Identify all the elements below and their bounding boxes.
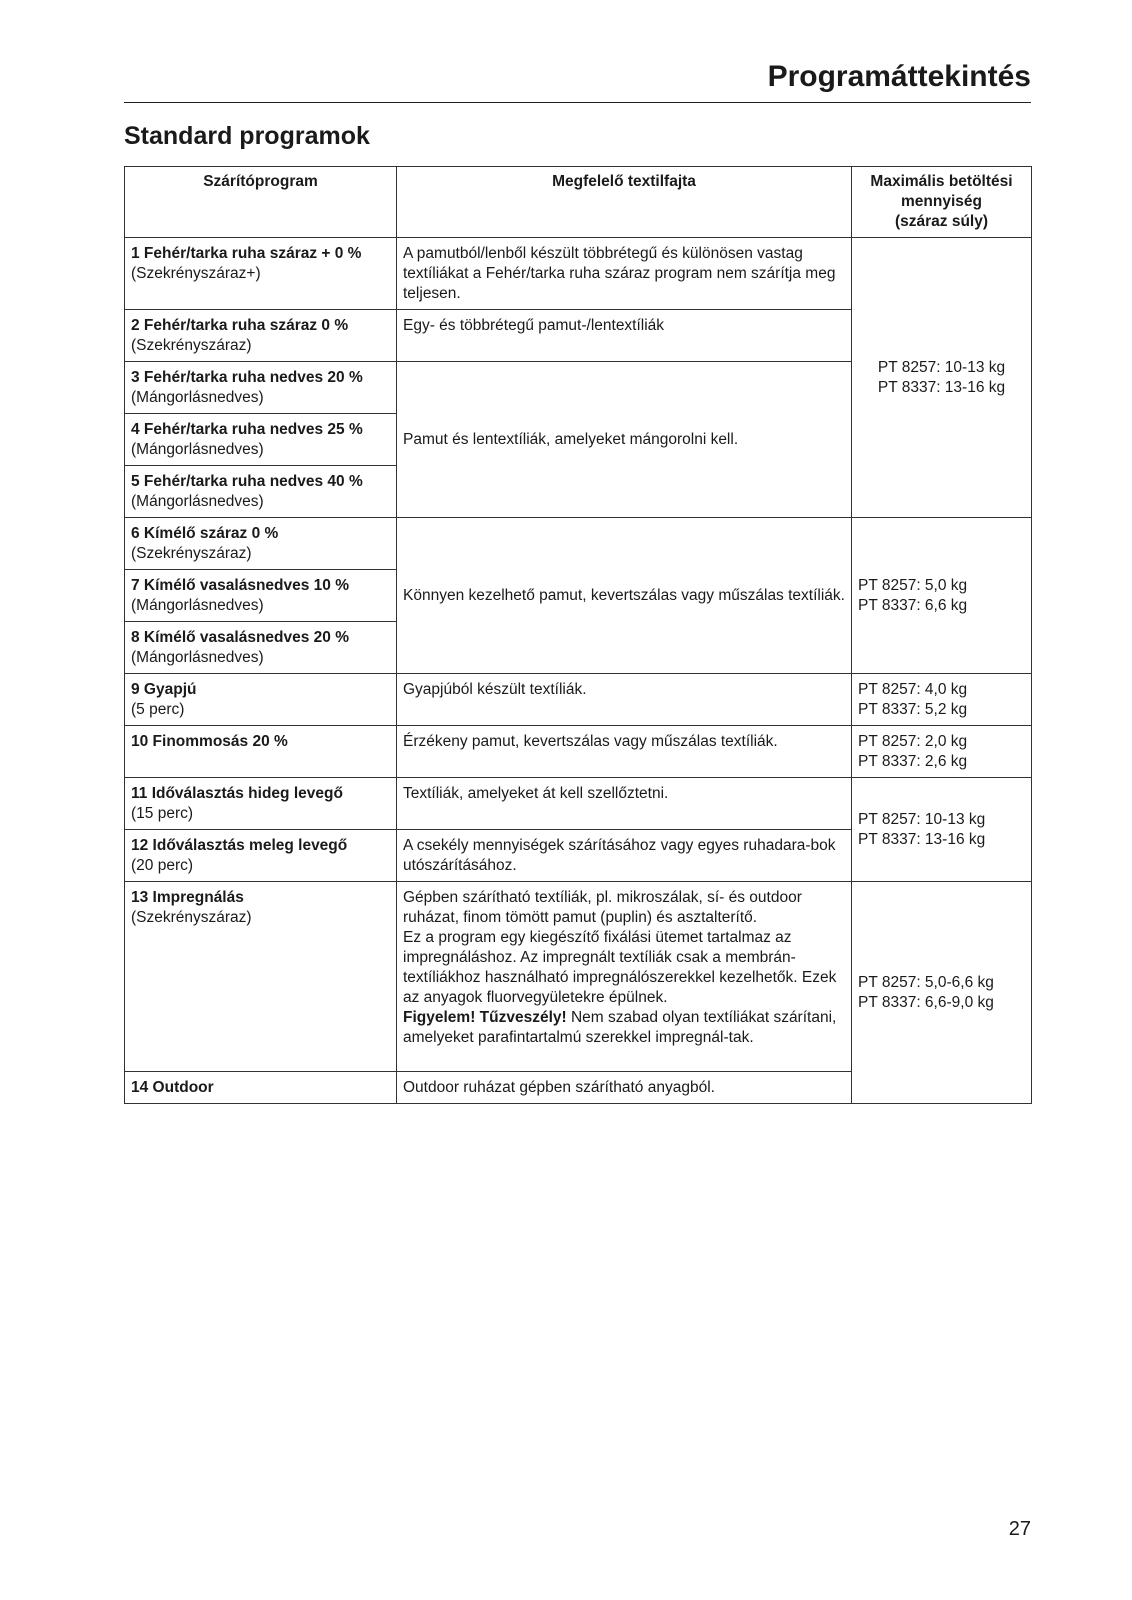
program-name: 2 Fehér/tarka ruha száraz 0 % [131,317,349,334]
load-line: PT 8257: 10-13 kg [858,811,986,828]
load-line: PT 8337: 13-16 kg [858,831,986,848]
header-load-line: mennyiség [901,193,982,210]
load-line: PT 8337: 6,6-9,0 kg [858,994,994,1011]
load-line: PT 8257: 2,0 kg [858,733,968,750]
load-cell [852,674,1032,726]
textile-cell: Könnyen kezelhető pamut, kevertszálas vagy műszálas textíliák. [397,518,852,674]
load-line: PT 8337: 13-16 kg [877,379,1006,396]
program-name: 9 Gyapjú [131,681,197,698]
header-divider [124,102,1031,103]
program-subtitle: (Mángorlásnedves) [131,441,264,458]
program-cell [125,882,397,1072]
program-cell [125,778,397,830]
warning-text: Nem szabad olyan textíliákat szárítani, amelyeket parafintartalmú szerekkel impregnál-tak. [403,1009,837,1046]
header-textile: Megfelelő textilfajta [397,167,852,238]
textile-cell: Érzékeny pamut, kevertszálas vagy műszálas textíliák. [397,726,852,778]
table-row [125,238,1032,310]
program-cell [125,1072,397,1104]
program-subtitle: (Szekrényszáraz+) [131,265,261,282]
textile-cell: Gyapjúból készült textíliák. [397,674,852,726]
table-header-row [125,167,1032,238]
header-load [852,167,1032,238]
program-cell [125,622,397,674]
textile-cell: Textíliák, amelyeket át kell szellőztetni. [397,778,852,830]
load-line: PT 8257: 5,0-6,6 kg [858,974,994,991]
program-table [124,166,1032,1104]
header-program: Szárítóprogram [125,167,397,238]
load-cell [852,518,1032,674]
textile-paragraph: Ez a program egy kiegészítő fixálási ütemet tartalmaz az impregnáláshoz. Az impregnált textíliák csak a membrán-textíliákhoz használható impregnálószerekkel kezelhetők. Ezek az anyagok fluorvegyületekre épülnek. [403,929,837,1006]
program-cell [125,674,397,726]
program-name: 4 Fehér/tarka ruha nedves 25 % [131,421,363,438]
program-name: 5 Fehér/tarka ruha nedves 40 % [131,473,363,490]
table-row [125,778,1032,830]
program-cell [125,238,397,310]
page-header-title: Programáttekintés [767,60,1031,93]
program-name: 14 Outdoor [131,1079,214,1096]
program-cell [125,362,397,414]
program-subtitle: (15 perc) [131,805,194,822]
program-name: 12 Időválasztás meleg levegő [131,837,348,854]
program-name: 8 Kímélő vasalásnedves 20 % [131,629,349,646]
table-row [125,882,1032,1072]
program-cell [125,726,397,778]
load-cell [852,882,1032,1104]
program-cell [125,830,397,882]
textile-cell: Egy- és többrétegű pamut-/lentextíliák [397,310,852,362]
program-cell [125,414,397,466]
textile-cell: A pamutból/lenből készült többrétegű és különösen vastag textíliákat a Fehér/tarka ruha száraz program nem szárítja meg teljesen. [397,238,852,310]
program-name: 13 Impregnálás [131,889,244,906]
section-title: Standard programok [124,122,370,150]
load-cell [852,778,1032,882]
program-cell [125,518,397,570]
table-row [125,518,1032,570]
header-load-line: (száraz súly) [894,213,989,230]
program-subtitle: (Szekrényszáraz) [131,337,252,354]
program-subtitle: (Mángorlásnedves) [131,597,264,614]
textile-paragraph: Gépben szárítható textíliák, pl. mikroszálak, sí- és outdoor ruházat, finom tömött pamut (puplin) és asztalterítő. [403,889,802,926]
warning-paragraph [403,1008,845,1048]
program-cell [125,466,397,518]
textile-cell: Outdoor ruházat gépben szárítható anyagból. [397,1072,852,1104]
program-subtitle: (Szekrényszáraz) [131,909,252,926]
load-cell [852,238,1032,518]
program-subtitle: (Mángorlásnedves) [131,389,264,406]
load-line: PT 8337: 2,6 kg [858,753,968,770]
page-number: 27 [1008,1518,1031,1540]
warning-label: Figyelem! Tűzveszély! [403,1009,567,1026]
header-load-line: Maximális betöltési [870,173,1013,190]
load-line: PT 8257: 5,0 kg [858,577,968,594]
textile-cell [397,882,852,1072]
program-name: 7 Kímélő vasalásnedves 10 % [131,577,349,594]
program-name: 10 Finommosás 20 % [131,733,288,750]
program-subtitle: (Mángorlásnedves) [131,493,264,510]
program-cell [125,310,397,362]
program-name: 6 Kímélő száraz 0 % [131,525,279,542]
program-cell [125,570,397,622]
load-line: PT 8337: 5,2 kg [858,701,968,718]
textile-cell: A csekély mennyiségek szárításához vagy egyes ruhadara-bok utószárításához. [397,830,852,882]
load-line: PT 8337: 6,6 kg [858,597,968,614]
program-name: 1 Fehér/tarka ruha száraz + 0 % [131,245,362,262]
textile-cell: Pamut és lentextíliák, amelyeket mángorolni kell. [397,362,852,518]
program-subtitle: (5 perc) [131,701,185,718]
program-subtitle: (20 perc) [131,857,194,874]
table-row [125,674,1032,726]
program-name: 11 Időválasztás hideg levegő [131,785,343,802]
program-name: 3 Fehér/tarka ruha nedves 20 % [131,369,363,386]
load-cell [852,726,1032,778]
program-subtitle: (Szekrényszáraz) [131,545,252,562]
load-line: PT 8257: 10-13 kg [877,359,1006,376]
table-row [125,726,1032,778]
program-subtitle: (Mángorlásnedves) [131,649,264,666]
load-line: PT 8257: 4,0 kg [858,681,968,698]
